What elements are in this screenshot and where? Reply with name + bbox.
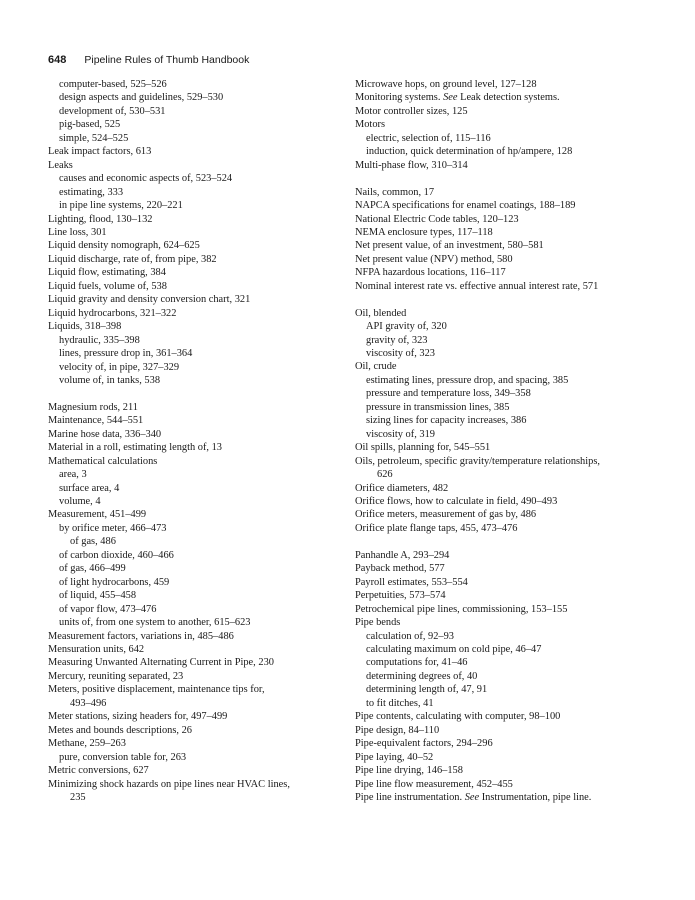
index-subentry: velocity of, in pipe, 327–329: [59, 361, 180, 373]
index-subentry: volume of, in tanks, 538: [59, 374, 161, 386]
index-entry: Nails, common, 17: [355, 186, 435, 198]
index-subentry: calculation of, 92–93: [366, 630, 455, 642]
index-subentry: gravity of, 323: [366, 334, 428, 346]
index-entry: Panhandle A, 293–294: [355, 549, 450, 561]
index-entry: Motors: [355, 119, 386, 131]
index-subentry: of gas, 466–499: [59, 563, 126, 575]
index-entry: Minimizing shock hazards on pipe lines near HVAC lines,: [48, 778, 290, 790]
index-spacer: [355, 172, 645, 185]
index-entry: Mathematical calculations: [48, 455, 158, 467]
index-entry: NEMA enclosure types, 117–118: [355, 226, 493, 238]
index-subentry: pressure in transmission lines, 385: [366, 401, 510, 413]
index-entry: Pipe line drying, 146–158: [355, 765, 463, 777]
index-entry: National Electric Code tables, 120–123: [355, 213, 519, 225]
index-entry: Orifice plate flange taps, 455, 473–476: [355, 522, 518, 534]
index-entry: Orifice meters, measurement of gas by, 486: [355, 509, 537, 521]
index-subentry: sizing lines for capacity increases, 386: [366, 415, 527, 427]
index-subentry: volume, 4: [59, 496, 101, 508]
index-entry: Pipe contents, calculating with computer, 98–100: [355, 711, 561, 723]
index-spacer: [355, 535, 645, 548]
index-entry: Payroll estimates, 553–554: [355, 576, 468, 588]
index-entry: Oil spills, planning for, 545–551: [355, 442, 491, 454]
index-entry: Liquids, 318–398: [48, 321, 122, 333]
index-entry-continuation: 493–496: [70, 697, 107, 709]
page-header: [48, 50, 249, 64]
index-subentry: of gas, 486: [70, 536, 116, 548]
index-subentry: hydraulic, 335–398: [59, 334, 140, 346]
index-entry: Net present value (NPV) method, 580: [355, 253, 513, 265]
index-entry: Oil, blended: [355, 307, 407, 319]
index-subentry: development of, 530–531: [59, 105, 166, 117]
index-entry-continuation: 626: [377, 469, 393, 481]
index-entry: Leak impact factors, 613: [48, 146, 152, 158]
index-entry: Liquid flow, estimating, 384: [48, 267, 166, 279]
index-entry: Meters, positive displacement, maintenance tips for,: [48, 684, 265, 696]
index-entry: Measurement, 451–499: [48, 509, 147, 521]
index-entry: Net present value, of an investment, 580–581: [355, 240, 544, 252]
index-entry: Lighting, flood, 130–132: [48, 213, 153, 225]
index-entry: Maintenance, 544–551: [48, 415, 144, 427]
index-entry: Liquid gravity and density conversion chart, 321: [48, 294, 251, 306]
index-column-left: [48, 78, 344, 804]
index-entry: Payback method, 577: [355, 563, 445, 575]
index-subentry: of light hydrocarbons, 459: [59, 576, 170, 588]
index-subentry: in pipe line systems, 220–221: [59, 200, 183, 212]
index-entry: Liquid fuels, volume of, 538: [48, 280, 167, 292]
index-entry: Methane, 259–263: [48, 738, 126, 750]
index-subentry: API gravity of, 320: [366, 321, 447, 333]
index-entry: Mercury, reuniting separated, 23: [48, 670, 184, 682]
index-entry: Liquid density nomograph, 624–625: [48, 240, 200, 252]
index-entry: Microwave hops, on ground level, 127–128: [355, 79, 537, 90]
index-subentry: estimating lines, pressure drop, and spacing, 385: [366, 374, 569, 386]
index-subentry: calculating maximum on cold pipe, 46–47: [366, 643, 542, 655]
index-subentry: of vapor flow, 473–476: [59, 603, 157, 615]
index-subentry: to fit ditches, 41: [366, 697, 434, 709]
index-entry: Oils, petroleum, specific gravity/temperature relationships,: [355, 455, 600, 467]
index-entry: Measurement factors, variations in, 485–486: [48, 630, 234, 642]
index-entry: Nominal interest rate vs. effective annual interest rate, 571: [355, 280, 599, 292]
index-subentry: computer-based, 525–526: [59, 79, 167, 90]
index-subentry: lines, pressure drop in, 361–364: [59, 348, 193, 360]
index-subentry: by orifice meter, 466–473: [59, 522, 167, 534]
index-subentry: viscosity of, 323: [366, 348, 435, 360]
index-entry: NFPA hazardous locations, 116–117: [355, 267, 506, 279]
index-subentry: of liquid, 455–458: [59, 590, 137, 602]
index-entry: Metes and bounds descriptions, 26: [48, 724, 193, 736]
index-entry: Liquid hydrocarbons, 321–322: [48, 307, 177, 319]
index-entry: Pipe design, 84–110: [355, 724, 440, 736]
index-entry: Oil, crude: [355, 361, 397, 373]
index-subentry: simple, 524–525: [59, 132, 129, 144]
index-entry: Mensuration units, 642: [48, 644, 145, 656]
index-subentry: viscosity of, 319: [366, 428, 435, 440]
index-entry: Pipe line instrumentation. See Instrumentation, pipe line.: [355, 791, 592, 803]
index-entry: Measuring Unwanted Alternating Current in Pipe, 230: [48, 657, 274, 669]
index-entry: Motor controller sizes, 125: [355, 105, 468, 117]
index-column-right: [355, 78, 645, 804]
index-spacer: [48, 387, 344, 400]
index-subentry: induction, quick determination of hp/ampere, 128: [366, 146, 573, 158]
index-entry: Meter stations, sizing headers for, 497–499: [48, 711, 228, 723]
index-subentry: of carbon dioxide, 460–466: [59, 549, 174, 561]
index-subentry: estimating, 333: [59, 186, 124, 198]
index-entry: Monitoring systems. See Leak detection systems.: [355, 92, 560, 104]
index-spacer: [355, 293, 645, 306]
index-entry: Marine hose data, 336–340: [48, 428, 162, 440]
index-entry: Pipe bends: [355, 617, 401, 629]
index-subentry: determining degrees of, 40: [366, 670, 478, 682]
index-entry: Multi-phase flow, 310–314: [355, 159, 468, 171]
index-subentry: pig-based, 525: [59, 119, 121, 131]
index-entry: NAPCA specifications for enamel coatings, 188–189: [355, 200, 576, 212]
index-entry: Material in a roll, estimating length of, 13: [48, 442, 223, 454]
index-entry: Pipe-equivalent factors, 294–296: [355, 738, 493, 750]
index-subentry: computations for, 41–46: [366, 657, 468, 669]
index-entry: Metric conversions, 627: [48, 765, 149, 777]
index-entry: Leaks: [48, 159, 73, 171]
index-entry: Orifice flows, how to calculate in field, 490–493: [355, 496, 558, 508]
page-number: 648: [48, 54, 67, 66]
index-subentry: causes and economic aspects of, 523–524: [59, 173, 233, 185]
book-title: Pipeline Rules of Thumb Handbook: [84, 54, 250, 66]
index-subentry: design aspects and guidelines, 529–530: [59, 92, 224, 104]
index-subentry: area, 3: [59, 469, 87, 481]
index-entry-continuation: 235: [70, 792, 86, 803]
index-subentry: electric, selection of, 115–116: [366, 132, 491, 144]
index-entry: Liquid discharge, rate of, from pipe, 382: [48, 253, 217, 265]
index-entry: Pipe laying, 40–52: [355, 751, 434, 763]
index-subentry: pure, conversion table for, 263: [59, 751, 187, 763]
index-subentry: determining length of, 47, 91: [366, 684, 488, 696]
index-entry: Orifice diameters, 482: [355, 482, 449, 494]
index-subentry: surface area, 4: [59, 482, 120, 494]
index-entry: Magnesium rods, 211: [48, 401, 138, 413]
index-entry: Line loss, 301: [48, 226, 107, 238]
index-subentry: units of, from one system to another, 615–623: [59, 617, 251, 629]
index-entry: Petrochemical pipe lines, commissioning, 153–155: [355, 603, 568, 615]
index-subentry: pressure and temperature loss, 349–358: [366, 388, 531, 400]
index-entry: Perpetuities, 573–574: [355, 590, 446, 602]
index-entry: Pipe line flow measurement, 452–455: [355, 778, 513, 790]
